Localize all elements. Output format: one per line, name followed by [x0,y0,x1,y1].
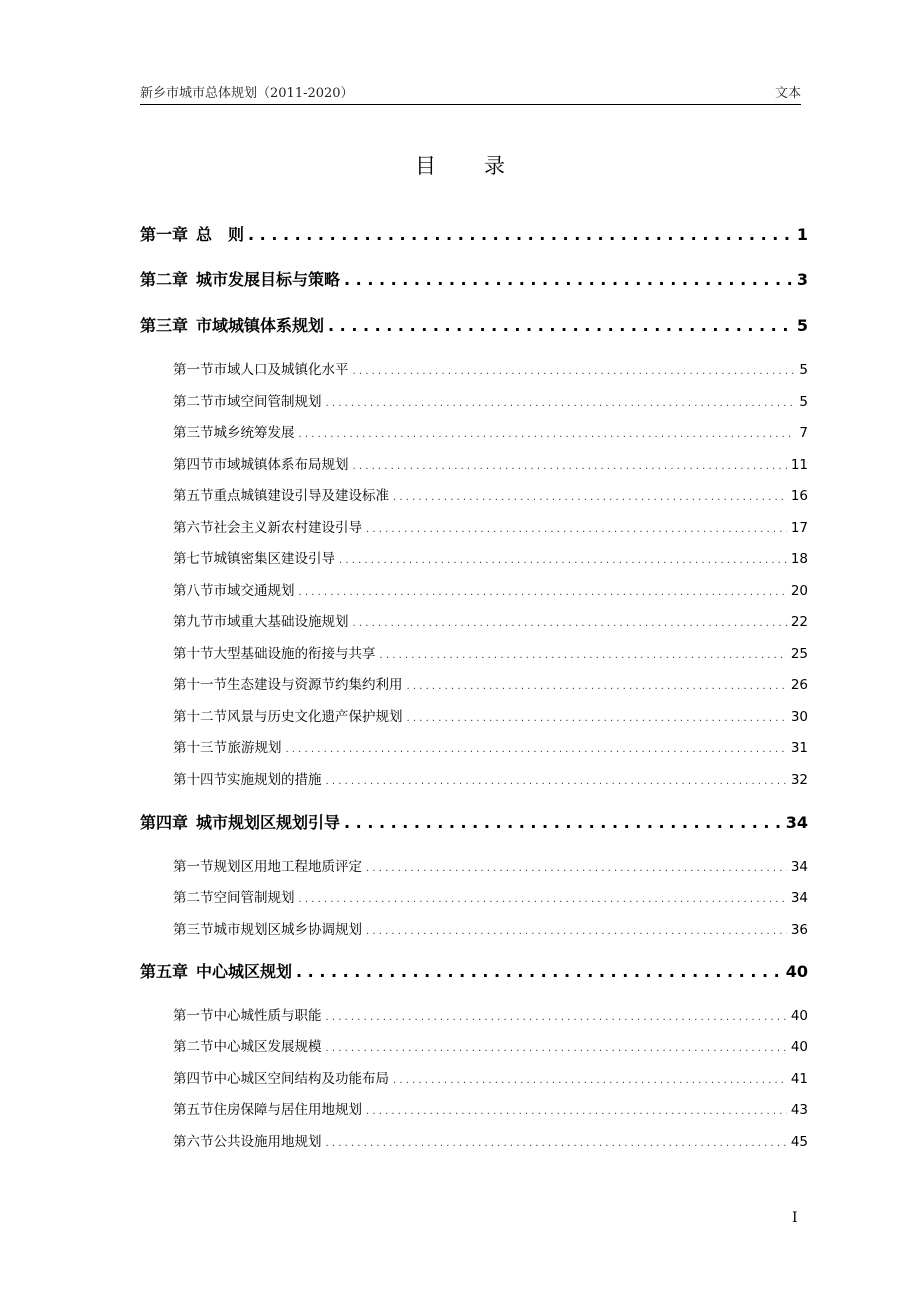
toc-title: 市域交通规划 [213,583,295,599]
toc-title: 市域空间管制规划 [213,394,322,410]
toc-section[interactable] [173,547,808,567]
toc-number: 第六节 [173,1134,214,1150]
toc-section[interactable] [173,579,808,599]
toc-page: 5 [799,362,808,378]
toc-number: 第二节 [173,394,214,410]
toc-title: 规划区用地工程地质评定 [213,859,362,875]
toc-page: 45 [790,1134,808,1150]
toc-title: 城市发展目标与策略 [196,270,341,289]
dot-leader [326,776,787,787]
toc-title: 大型基础设施的衔接与共享 [213,646,376,662]
toc-page: 26 [790,677,808,693]
toc-section[interactable] [173,1004,808,1024]
toc-page: 40 [790,1039,808,1055]
toc-title: 旅游规划 [227,740,282,756]
toc-section[interactable] [173,610,808,630]
toc-title: 城乡统筹发展 [213,425,295,441]
toc-section[interactable] [173,673,808,693]
toc-number: 第四节 [173,457,214,473]
toc-page: 34 [790,890,808,906]
toc-number: 第一节 [173,859,214,875]
toc-page: 34 [785,813,808,832]
toc-section[interactable] [173,886,808,906]
toc-title: 空间管制规划 [213,890,295,906]
toc-page: 11 [790,457,808,473]
toc-section[interactable] [173,705,808,725]
toc-page: 7 [799,425,808,441]
toc-title: 风景与历史文化遗产保护规划 [227,709,403,725]
toc-page: 36 [790,922,808,938]
dot-leader [407,681,787,692]
toc-number: 第二节 [173,1039,214,1055]
dot-leader [344,270,793,289]
toc-title: 实施规划的措施 [227,772,322,788]
toc-title: 社会主义新农村建设引导 [213,520,362,536]
toc-title: 总 则 [196,225,245,244]
toc-number: 第四节 [173,1071,214,1087]
dot-leader [299,587,787,598]
toc-page: 17 [790,520,808,536]
toc-number: 第十三节 [173,740,227,756]
toc-section[interactable] [173,358,808,378]
toc-number: 第二章 [140,270,189,289]
toc-title: 城市规划区规划引导 [196,813,341,832]
dot-leader [326,1138,787,1149]
toc-number: 第三节 [173,425,214,441]
toc-number: 第三节 [173,922,214,938]
toc-section[interactable] [173,642,808,662]
toc-page: 31 [790,740,808,756]
dot-leader [326,1012,787,1023]
toc-number: 第五节 [173,1102,214,1118]
page-number: I [792,1210,798,1226]
toc-chapter[interactable] [140,810,808,833]
dot-leader [393,492,787,503]
toc-title: 城镇密集区建设引导 [213,551,335,567]
toc-page: 40 [785,962,808,981]
toc-section[interactable] [173,1130,808,1150]
toc-title: 中心城区空间结构及功能布局 [213,1071,389,1087]
dot-leader [407,713,787,724]
toc-number: 第四章 [140,813,189,832]
toc-page: 20 [790,583,808,599]
dot-leader [366,926,787,937]
dot-leader [326,398,796,409]
toc-title: 市域重大基础设施规划 [213,614,349,630]
toc-title: 中心城区发展规模 [213,1039,322,1055]
toc-page: 16 [790,488,808,504]
dot-leader [344,813,782,832]
toc-page: 3 [796,270,808,289]
toc-page: 18 [790,551,808,567]
page-title: 目录 [415,154,553,178]
toc-page: 5 [796,316,808,335]
toc-title: 城市规划区城乡协调规划 [213,922,362,938]
toc-chapter[interactable] [140,959,808,982]
toc-section[interactable] [173,421,808,441]
toc-number: 第十节 [173,646,214,662]
dot-leader [366,524,787,535]
dot-leader [380,650,787,661]
toc-number: 第一节 [173,1008,214,1024]
toc-section[interactable] [173,516,808,536]
toc-section[interactable] [173,390,808,410]
toc-section[interactable] [173,453,808,473]
toc-page: 32 [790,772,808,788]
dot-leader [393,1075,787,1086]
toc-title: 中心城性质与职能 [213,1008,322,1024]
toc-number: 第六节 [173,520,214,536]
toc-number: 第五节 [173,488,214,504]
toc-number: 第七节 [173,551,214,567]
toc-chapter[interactable] [140,267,808,290]
toc-section[interactable] [173,1098,808,1118]
dot-leader [366,863,787,874]
toc-page: 22 [790,614,808,630]
dot-leader [248,225,793,244]
toc-page: 30 [790,709,808,725]
toc-section[interactable] [173,855,808,875]
toc-page: 1 [796,225,808,244]
document-type: 文本 [774,86,801,101]
toc-number: 第三章 [140,316,189,335]
toc-section[interactable] [173,736,808,756]
toc-title: 市域人口及城镇化水平 [213,362,349,378]
running-header [140,82,801,105]
dot-leader [296,962,782,981]
dot-leader [366,1106,787,1117]
toc-section[interactable] [173,484,808,504]
dot-leader [285,744,786,755]
toc-title: 住房保障与居住用地规划 [213,1102,362,1118]
toc-number: 第二节 [173,890,214,906]
toc-page: 41 [790,1071,808,1087]
dot-leader [328,316,793,335]
dot-leader [299,429,796,440]
dot-leader [353,461,787,472]
dot-leader [299,894,787,905]
toc-chapter[interactable] [140,222,808,245]
toc-section[interactable] [173,1067,808,1087]
toc-number: 第八节 [173,583,214,599]
toc-page: 40 [790,1008,808,1024]
toc-page: 5 [799,394,808,410]
dot-leader [326,1043,787,1054]
toc-chapter[interactable] [140,313,808,336]
toc-title: 市域城镇体系布局规划 [213,457,349,473]
toc-title: 中心城区规划 [196,962,293,981]
toc-number: 第九节 [173,614,214,630]
toc-number: 第十一节 [173,677,227,693]
toc-number: 第十四节 [173,772,227,788]
toc-title: 市域城镇体系规划 [196,316,325,335]
toc-page: 43 [790,1102,808,1118]
toc-number: 第一章 [140,225,189,244]
dot-leader [353,366,796,377]
toc-section[interactable] [173,768,808,788]
toc-number: 第五章 [140,962,189,981]
toc-page: 25 [790,646,808,662]
toc-number: 第十二节 [173,709,227,725]
toc-title: 重点城镇建设引导及建设标准 [213,488,389,504]
toc-section[interactable] [173,918,808,938]
toc-section[interactable] [173,1035,808,1055]
toc-title: 公共设施用地规划 [213,1134,322,1150]
dot-leader [353,618,787,629]
toc-title: 生态建设与资源节约集约利用 [227,677,403,693]
dot-leader [339,555,787,566]
document-title: 新乡市城市总体规划（2011-2020） [140,86,354,101]
toc-number: 第一节 [173,362,214,378]
toc-page: 34 [790,859,808,875]
